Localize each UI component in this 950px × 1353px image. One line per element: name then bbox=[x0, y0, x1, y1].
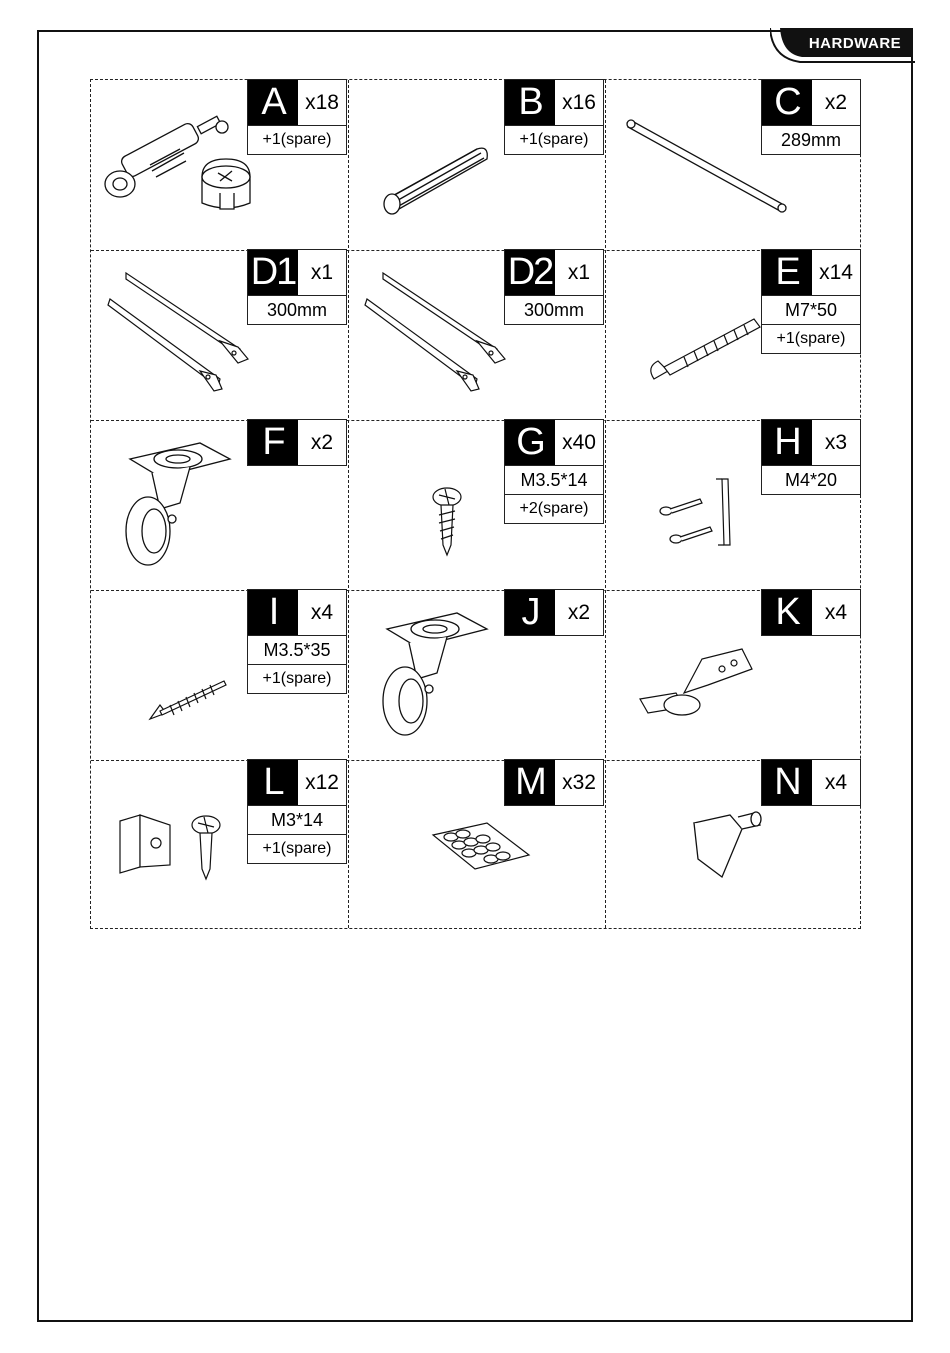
part-label bbox=[504, 419, 604, 524]
part-spec: M3.5*35 bbox=[248, 635, 346, 664]
hardware-cell-a bbox=[90, 79, 347, 249]
part-letter: H bbox=[762, 420, 812, 465]
part-label bbox=[761, 249, 861, 354]
part-quantity: x40 bbox=[562, 431, 596, 454]
part-label bbox=[504, 589, 604, 636]
part-label bbox=[247, 759, 347, 864]
part-letter: L bbox=[248, 760, 298, 805]
hardware-cell-e bbox=[604, 249, 861, 419]
part-quantity: x4 bbox=[310, 601, 334, 624]
part-quantity: x4 bbox=[824, 771, 848, 794]
part-spec: M4*20 bbox=[762, 465, 860, 494]
hardware-cell-d2 bbox=[347, 249, 604, 419]
part-spec: M3*14 bbox=[248, 805, 346, 834]
hardware-cell-n bbox=[604, 759, 861, 929]
hardware-cell-j bbox=[347, 589, 604, 759]
hardware-cell-k bbox=[604, 589, 861, 759]
part-letter: M bbox=[505, 760, 555, 805]
part-letter: C bbox=[762, 80, 812, 125]
part-spec: 300mm bbox=[248, 295, 346, 324]
part-label bbox=[504, 249, 604, 325]
part-quantity: x12 bbox=[305, 771, 339, 794]
part-spec: 300mm bbox=[505, 295, 603, 324]
part-label bbox=[247, 419, 347, 466]
part-quantity: x16 bbox=[562, 91, 596, 114]
part-spec: M3.5*14 bbox=[505, 465, 603, 494]
part-spec: M7*50 bbox=[762, 295, 860, 324]
part-quantity: x3 bbox=[824, 431, 848, 454]
hardware-cell-m bbox=[347, 759, 604, 929]
part-label bbox=[504, 759, 604, 806]
part-letter: D2 bbox=[505, 250, 555, 295]
hardware-cell-i bbox=[90, 589, 347, 759]
section-title: HARDWARE bbox=[808, 35, 902, 52]
part-quantity: x32 bbox=[562, 771, 596, 794]
hardware-cell-c bbox=[604, 79, 861, 249]
part-quantity: x4 bbox=[824, 601, 848, 624]
part-spare: +2(spare) bbox=[505, 494, 603, 523]
part-label bbox=[247, 589, 347, 694]
part-label bbox=[247, 249, 347, 325]
part-quantity: x2 bbox=[310, 431, 334, 454]
part-spare: +1(spare) bbox=[248, 125, 346, 154]
part-letter: I bbox=[248, 590, 298, 635]
hardware-cell-f bbox=[90, 419, 347, 589]
part-spare: +1(spare) bbox=[505, 125, 603, 154]
part-spare: +1(spare) bbox=[248, 834, 346, 863]
part-quantity: x1 bbox=[310, 261, 334, 284]
part-letter: B bbox=[505, 80, 555, 125]
part-letter: F bbox=[248, 420, 298, 465]
part-letter: K bbox=[762, 590, 812, 635]
hardware-cell-d1 bbox=[90, 249, 347, 419]
part-letter: G bbox=[505, 420, 555, 465]
part-quantity: x2 bbox=[567, 601, 591, 624]
part-label bbox=[761, 419, 861, 495]
part-spare: +1(spare) bbox=[762, 324, 860, 353]
hardware-cell-h bbox=[604, 419, 861, 589]
part-quantity: x1 bbox=[567, 261, 591, 284]
hardware-cell-g bbox=[347, 419, 604, 589]
part-label bbox=[761, 79, 861, 155]
part-label bbox=[504, 79, 604, 155]
part-letter: D1 bbox=[248, 250, 298, 295]
part-quantity: x2 bbox=[824, 91, 848, 114]
part-spare: +1(spare) bbox=[248, 664, 346, 693]
part-letter: A bbox=[248, 80, 298, 125]
hardware-cell-l bbox=[90, 759, 347, 929]
part-label bbox=[247, 79, 347, 155]
part-quantity: x18 bbox=[305, 91, 339, 114]
part-quantity: x14 bbox=[819, 261, 853, 284]
part-spec: 289mm bbox=[762, 125, 860, 154]
part-letter: N bbox=[762, 760, 812, 805]
hardware-cell-b bbox=[347, 79, 604, 249]
part-letter: E bbox=[762, 250, 812, 295]
part-label bbox=[761, 589, 861, 636]
section-tab bbox=[770, 28, 915, 64]
part-letter: J bbox=[505, 590, 555, 635]
part-label bbox=[761, 759, 861, 806]
